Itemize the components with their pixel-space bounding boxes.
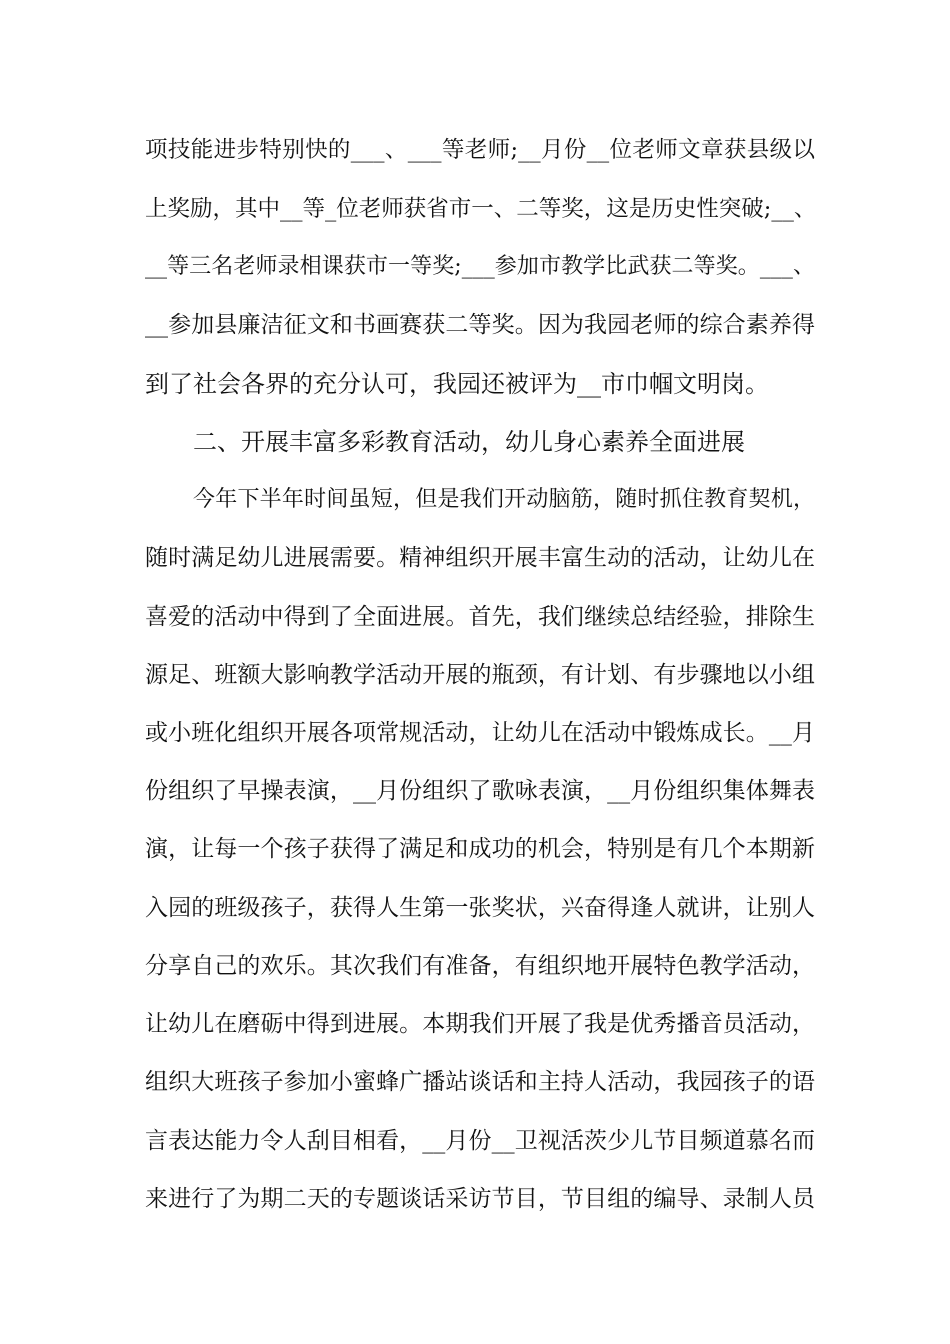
paragraph-line: 随时满足幼儿进展需要。精神组织开展丰富生动的活动，让幼儿在 — [145, 545, 815, 571]
paragraph-line: 言表达能力令人刮目相看，__月份__卫视活茨少儿节目频道慕名而 — [145, 1128, 815, 1154]
paragraph-line: 来进行了为期二天的专题谈话采访节目，节目组的编导、录制人员 — [145, 1186, 815, 1212]
section-heading: 二、开展丰富多彩教育活动，幼儿身心素养全面进展 — [193, 428, 745, 456]
paragraph-line: 到了社会各界的充分认可，我园还被评为__市巾帼文明岗。 — [145, 370, 769, 398]
paragraph-line: 组织大班孩子参加小蜜蜂广播站谈话和主持人活动，我园孩子的语 — [145, 1069, 815, 1095]
paragraph-line: 或小班化组织开展各项常规活动，让幼儿在活动中锻炼成长。__月 — [145, 720, 815, 746]
paragraph-line: 份组织了早操表演，__月份组织了歌咏表演，__月份组织集体舞表 — [145, 778, 815, 804]
paragraph-line: 演，让每一个孩子获得了满足和成功的机会，特别是有几个本期新 — [145, 836, 815, 862]
paragraph-line: 源足、班额大影响教学活动开展的瓶颈，有计划、有步骤地以小组 — [145, 662, 815, 688]
paragraph-line: 项技能进步特别快的___、___等老师;__月份__位老师文章获县级以 — [145, 137, 815, 163]
paragraph-line: __参加县廉洁征文和书画赛获二等奖。因为我园老师的综合素养得 — [145, 312, 815, 338]
paragraph-line: 分享自己的欢乐。其次我们有准备，有组织地开展特色教学活动， — [145, 953, 815, 979]
paragraph-line: 喜爱的活动中得到了全面进展。首先，我们继续总结经验，排除生 — [145, 604, 815, 630]
paragraph-line: 上奖励，其中__等_位老师获省市一、二等奖，这是历史性突破;__、 — [145, 196, 817, 222]
paragraph-line: __等三名老师录相课获市一等奖;___参加市教学比武获二等奖。___、 — [145, 254, 815, 279]
paragraph-line: 入园的班级孩子，获得人生第一张奖状，兴奋得逢人就讲，让别人 — [145, 895, 815, 921]
paragraph-line: 今年下半年时间虽短，但是我们开动脑筋，随时抓住教育契机， — [193, 487, 815, 512]
paragraph-line: 让幼儿在磨砺中得到进展。本期我们开展了我是优秀播音员活动， — [145, 1011, 815, 1037]
